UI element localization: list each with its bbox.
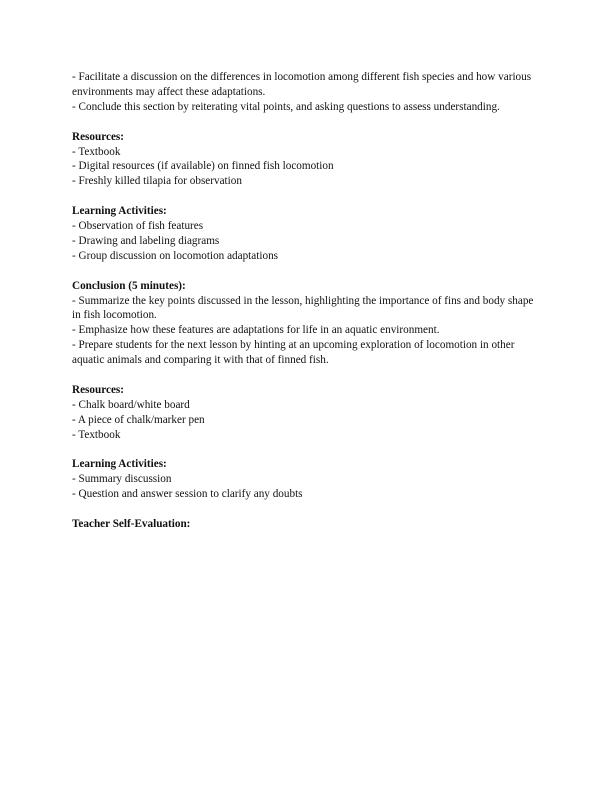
conclusion-resources-section (72, 383, 544, 443)
conclusion-item: - Summarize the key points discussed in the lesson, highlighting the importance of fins and body shape in fish locomotion. (72, 294, 534, 322)
teacher-evaluation-section (72, 517, 544, 532)
learning-activities-heading: Learning Activities: (72, 205, 167, 218)
conclusion-item: - Prepare students for the next lesson by hinting at an upcoming exploration of locomotion in other aquatic animals and comparing it with that of finned fish. (72, 339, 515, 367)
resource-item: - Textbook (72, 428, 121, 441)
resource-item: - Textbook (72, 145, 121, 158)
teacher-evaluation-heading: Teacher Self-Evaluation: (72, 518, 191, 531)
learning-activities-section (72, 204, 544, 264)
resource-item: - Freshly killed tilapia for observation (72, 175, 242, 188)
intro-discussion-text: - Facilitate a discussion on the differences in locomotion among different fish species and how various environments may affect these adaptations. (72, 71, 532, 98)
conclusion-resources-heading: Resources: (72, 383, 124, 396)
resource-item: - Digital resources (if available) on finned fish locomotion (72, 160, 334, 173)
intro-section (72, 70, 544, 115)
activity-item: - Group discussion on locomotion adaptations (72, 249, 279, 262)
activity-item: - Question and answer session to clarify any doubts (72, 488, 303, 501)
intro-conclude-text: - Conclude this section by reiterating vital points, and asking questions to assess understanding. (72, 100, 500, 113)
resource-item: - A piece of chalk/marker pen (72, 413, 205, 426)
conclusion-item: - Emphasize how these features are adaptations for life in an aquatic environment. (72, 324, 440, 337)
resource-item: - Chalk board/white board (72, 398, 190, 411)
activity-item: - Observation of fish features (72, 220, 204, 233)
conclusion-heading: Conclusion (5 minutes): (72, 279, 186, 292)
conclusion-activities-section (72, 457, 544, 502)
activity-item: - Summary discussion (72, 473, 172, 486)
document-page (72, 70, 544, 532)
conclusion-section (72, 279, 544, 368)
resources-heading: Resources: (72, 130, 124, 143)
activity-item: - Drawing and labeling diagrams (72, 234, 220, 247)
resources-section (72, 130, 544, 190)
conclusion-activities-heading: Learning Activities: (72, 458, 167, 471)
